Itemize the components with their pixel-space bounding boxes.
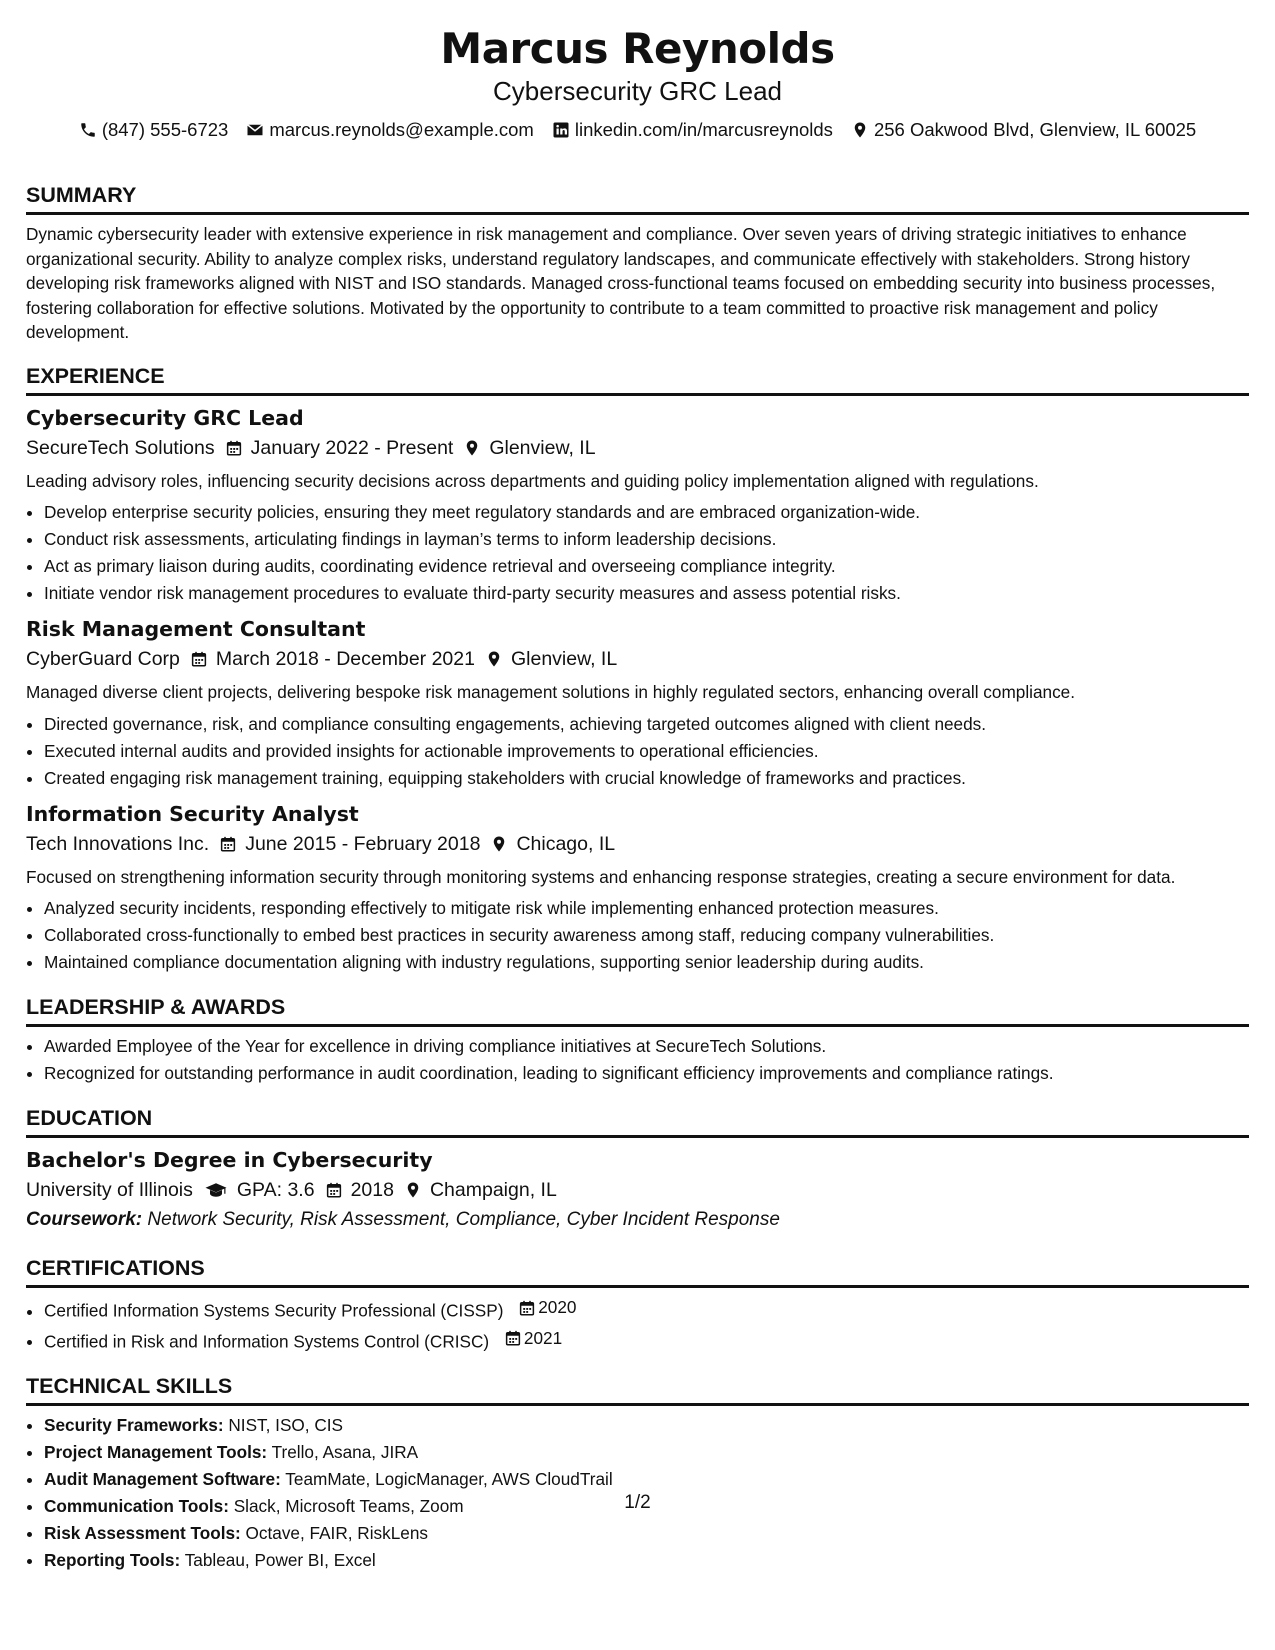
certifications-list bbox=[26, 1294, 1249, 1355]
page-number: 1/2 bbox=[624, 1492, 651, 1513]
job-entry bbox=[26, 615, 1249, 792]
calendar-icon bbox=[190, 650, 208, 668]
job-location-text: Glenview, IL bbox=[489, 436, 596, 459]
gpa-text: GPA: 3.6 bbox=[236, 1179, 315, 1201]
job-dates bbox=[219, 831, 480, 857]
contact-email[interactable] bbox=[246, 118, 534, 142]
coursework-text: Network Security, Risk Assessment, Compliance, Cyber Incident Response bbox=[147, 1209, 780, 1230]
education-meta bbox=[26, 1177, 1249, 1203]
job-location bbox=[490, 831, 615, 857]
phone-text: (847) 555-6723 bbox=[101, 119, 229, 140]
job-bullet: • Act as primary liaison during audits, coordinating evidence retrieval and overseeing compliance integrity. bbox=[44, 553, 1249, 580]
job-title: Cybersecurity GRC Lead bbox=[26, 405, 304, 430]
summary-heading: SUMMARY bbox=[26, 182, 1249, 215]
contact-phone[interactable] bbox=[79, 118, 229, 142]
job-bullet: • Develop enterprise security policies, ensuring they meet regulatory standards and are embraced organization-wide. bbox=[44, 499, 1249, 526]
job-blurb: Focused on strengthening information security through monitoring systems and enhancing response strategies, creating a secure environment for data. bbox=[26, 866, 1176, 887]
skill-value: TeamMate, LogicManager, AWS CloudTrail bbox=[285, 1469, 613, 1489]
calendar-icon bbox=[219, 835, 237, 853]
certification-item bbox=[44, 1325, 1249, 1356]
job-bullet: • Collaborated cross-functionally to embed best practices in security awareness among staff, reducing company vulnerabilities. bbox=[44, 922, 1249, 949]
location-icon bbox=[490, 835, 508, 853]
calendar-icon bbox=[225, 439, 243, 457]
skill-item bbox=[44, 1412, 1249, 1439]
degree-title: Bachelor's Degree in Cybersecurity bbox=[26, 1148, 433, 1172]
certification-year-text: 2021 bbox=[523, 1327, 563, 1348]
contact-bar bbox=[26, 118, 1249, 142]
education-location-text: Champaign, IL bbox=[429, 1179, 557, 1201]
job-bullet: • Analyzed security incidents, responding effectively to mitigate risk while implementing enhanced protection measures. bbox=[44, 895, 1249, 922]
contact-linkedin[interactable] bbox=[552, 118, 833, 142]
email-icon bbox=[246, 121, 264, 139]
skill-item bbox=[44, 1466, 1249, 1493]
skill-value: Trello, Asana, JIRA bbox=[271, 1442, 419, 1462]
leadership-heading: LEADERSHIP & AWARDS bbox=[26, 994, 1249, 1027]
skill-label: Project Management Tools: bbox=[44, 1442, 268, 1462]
skills-heading: TECHNICAL SKILLS bbox=[26, 1373, 1249, 1406]
certification-name: Certified Information Systems Security Professional (CISSP) bbox=[44, 1300, 504, 1321]
skill-value: Tableau, Power BI, Excel bbox=[184, 1550, 376, 1570]
job-bullet: • Directed governance, risk, and compliance consulting engagements, achieving targeted outcomes aligned with client needs. bbox=[44, 711, 1249, 738]
job-title: Information Security Analyst bbox=[26, 801, 359, 826]
skill-label: Reporting Tools: bbox=[44, 1550, 181, 1570]
location-icon bbox=[851, 121, 869, 139]
job-meta bbox=[26, 831, 1249, 857]
skill-item bbox=[44, 1520, 1249, 1547]
location-icon bbox=[463, 439, 481, 457]
skill-label: Security Frameworks: bbox=[44, 1415, 224, 1435]
job-dates bbox=[190, 646, 475, 672]
education-location bbox=[404, 1177, 557, 1203]
skill-label: Communication Tools: bbox=[44, 1496, 229, 1516]
job-meta bbox=[26, 435, 1249, 461]
calendar-icon bbox=[504, 1329, 522, 1347]
job-meta bbox=[26, 646, 1249, 672]
job-title: Risk Management Consultant bbox=[26, 617, 366, 641]
job-dates-text: March 2018 - December 2021 bbox=[215, 648, 475, 670]
address-text: 256 Oakwood Blvd, Glenview, IL 60025 bbox=[873, 119, 1197, 140]
job-bullets bbox=[26, 711, 1249, 792]
school-name: University of Illinois bbox=[26, 1179, 193, 1201]
linkedin-text: linkedin.com/in/marcusreynolds bbox=[574, 119, 833, 140]
job-bullet: • Initiate vendor risk management procedures to evaluate third-party security measures and assess potential risks. bbox=[44, 580, 1249, 607]
year-text: 2018 bbox=[350, 1179, 394, 1201]
skill-label: Audit Management Software: bbox=[44, 1469, 281, 1489]
job-blurb: Managed diverse client projects, delivering bespoke risk management solutions in highly regulated sectors, enhancing overall compliance. bbox=[26, 682, 1076, 702]
skill-item bbox=[44, 1547, 1249, 1574]
skill-value: Slack, Microsoft Teams, Zoom bbox=[233, 1496, 464, 1516]
education-heading: EDUCATION bbox=[26, 1105, 1249, 1138]
skill-value: NIST, ISO, CIS bbox=[228, 1415, 343, 1435]
job-entry bbox=[26, 404, 1249, 608]
certification-name: Certified in Risk and Information Systems Control (CRISC) bbox=[44, 1331, 490, 1351]
job-location-text: Chicago, IL bbox=[516, 832, 616, 855]
job-bullets bbox=[26, 895, 1249, 976]
candidate-name: Marcus Reynolds bbox=[440, 24, 835, 73]
education-gpa bbox=[203, 1177, 315, 1203]
certification-year bbox=[504, 1325, 562, 1352]
job-bullet: • Executed internal audits and provided insights for actionable improvements to operational efficiencies. bbox=[44, 738, 1249, 765]
certifications-heading: CERTIFICATIONS bbox=[26, 1255, 1249, 1288]
leadership-list bbox=[26, 1033, 1249, 1087]
job-location bbox=[485, 646, 617, 672]
candidate-role: Cybersecurity GRC Lead bbox=[493, 76, 782, 106]
job-company: CyberGuard Corp bbox=[26, 648, 180, 670]
leadership-item: • Awarded Employee of the Year for excellence in driving compliance initiatives at SecureTech Solutions. bbox=[44, 1033, 1249, 1060]
contact-address bbox=[851, 118, 1196, 142]
location-icon bbox=[404, 1181, 422, 1199]
job-entry bbox=[26, 800, 1249, 977]
job-blurb: Leading advisory roles, influencing security decisions across departments and guiding policy implementation aligned with regulations. bbox=[26, 470, 1039, 491]
calendar-icon bbox=[518, 1299, 536, 1317]
job-bullet: • Conduct risk assessments, articulating findings in layman’s terms to inform leadership decisions. bbox=[44, 526, 1249, 553]
job-bullet: • Maintained compliance documentation aligning with industry regulations, supporting senior leadership during audits. bbox=[44, 949, 1249, 976]
calendar-icon bbox=[325, 1181, 343, 1199]
coursework bbox=[26, 1207, 1249, 1233]
leadership-item: • Recognized for outstanding performance in audit coordination, leading to significant efficiency improvements and compliance ratings. bbox=[44, 1060, 1249, 1087]
job-dates bbox=[225, 435, 454, 461]
job-bullets bbox=[26, 499, 1249, 607]
coursework-label: Coursework: bbox=[26, 1209, 143, 1230]
job-bullet: • Created engaging risk management training, equipping stakeholders with crucial knowledge of frameworks and practices. bbox=[44, 765, 1249, 792]
email-text: marcus.reynolds@example.com bbox=[269, 119, 534, 140]
resume-page bbox=[26, 0, 1249, 1574]
experience-heading: EXPERIENCE bbox=[26, 363, 1249, 396]
job-company: Tech Innovations Inc. bbox=[26, 832, 210, 855]
linkedin-icon bbox=[552, 121, 570, 139]
graduation-cap-icon bbox=[203, 1181, 229, 1199]
job-location bbox=[463, 435, 595, 461]
certification-item bbox=[44, 1294, 1249, 1325]
job-dates-text: June 2015 - February 2018 bbox=[245, 832, 481, 855]
certification-year-text: 2020 bbox=[538, 1297, 577, 1317]
skill-item bbox=[44, 1439, 1249, 1466]
job-company: SecureTech Solutions bbox=[26, 436, 215, 459]
location-icon bbox=[485, 650, 503, 668]
summary-text: Dynamic cybersecurity leader with extensive experience in risk management and compliance. Over seven years of driving strategic initiatives to enhance organizational security. Ability to analyze complex risks, understand regulatory landscapes, and communicate effectively with stakeholders. Strong history developing risk frameworks aligned with NIST and ISO standards. Managed cross-functional teams focused on embedding security into business processes, fostering collaboration for effective solutions. Motivated by the opportunity to contribute to a team committed to proactive risk management and policy development. bbox=[26, 224, 1216, 342]
phone-icon bbox=[79, 121, 97, 139]
skill-value: Octave, FAIR, RiskLens bbox=[245, 1523, 428, 1543]
skill-label: Risk Assessment Tools: bbox=[44, 1523, 241, 1543]
certification-year bbox=[518, 1294, 576, 1321]
job-location-text: Glenview, IL bbox=[510, 648, 618, 670]
education-year bbox=[325, 1177, 394, 1203]
job-dates-text: January 2022 - Present bbox=[250, 436, 454, 459]
